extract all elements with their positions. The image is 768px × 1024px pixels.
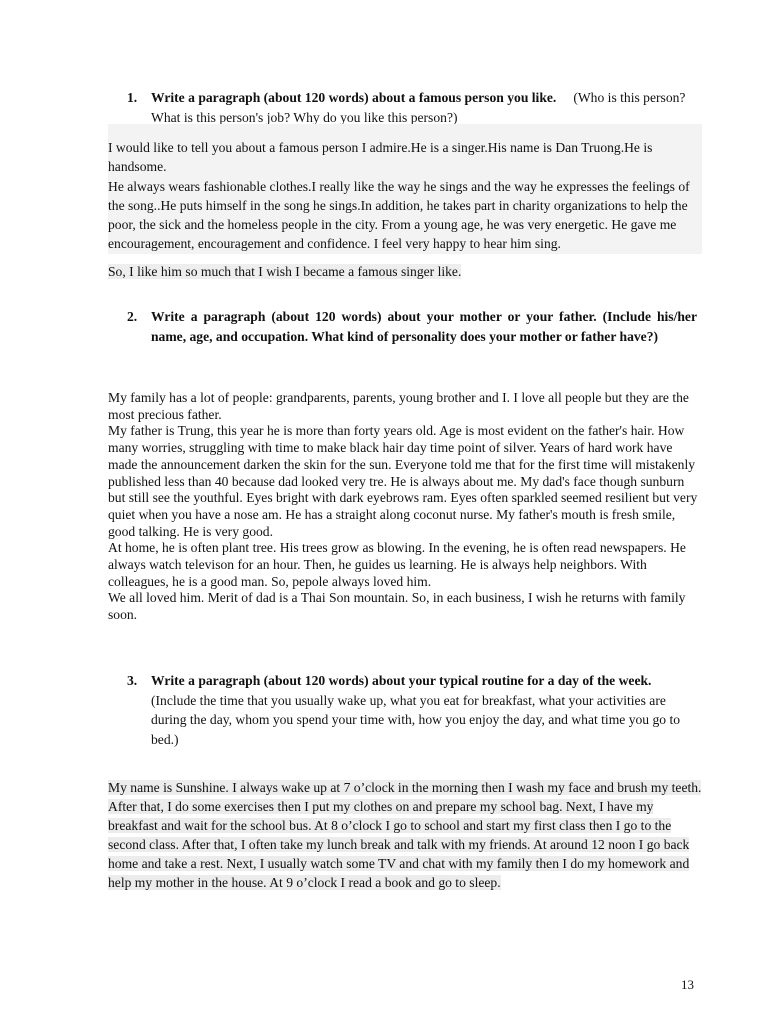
answer-1-line-2: He always wears fashionable clothes.I really like the way he sings and the way he expresses the feelings of the song..He puts himself in the song he sings.In addition, he takes part in charity organizations to help the poor, the sick and the homeless people in the city. From a young age, he was very energetic. He gave me encouragement, encouragement and confidence. I feel very happy to hear him sing. <box>108 178 690 252</box>
question-1-number: 1. <box>127 90 138 105</box>
page-number: 13 <box>681 977 694 992</box>
answer-1-line-1: I would like to tell you about a famous person I admire.He is a singer.His name is Dan Truong.He is handsome. <box>108 140 653 175</box>
answer-3 <box>108 778 702 892</box>
question-1-text <box>151 88 697 127</box>
question-3 <box>127 671 697 749</box>
question-2-number: 2. <box>127 309 138 324</box>
answer-3-paragraph: My name is Sunshine. I always wake up at 7 o’clock in the morning then I wash my face and brush my teeth. After that, I do some exercises then I put my clothes on and prepare my school bag. Next, I have my breakfast and wait for the school bus. At 8 o’clock I go to school and start my first class then I go to the second class. After that, I often take my lunch break and talk with my friends. At around 12 noon I go back home and take a rest. Next, I usually watch some TV and chat with my family then I do my homework and help my mother in the house. At 9 o’clock I read a book and go to sleep. <box>108 780 702 890</box>
answer-2 <box>108 390 702 624</box>
question-1 <box>127 88 697 127</box>
question-3-prompt-rest: (Include the time that you usually wake up, what you eat for breakfast, what your activities are during the day, whom you spend your time with, how you enjoy the day, and what time you go to bed.) <box>151 692 681 747</box>
question-1-prompt-bold: Write a paragraph (about 120 words) about a famous person you like. <box>151 90 557 105</box>
answer-1-highlight-block <box>108 124 702 254</box>
answer-1-closing-line: So, I like him so much that I wish I became a famous singer like. <box>108 263 462 279</box>
question-1-prompt-rest: (Who is this person? What is this person's job? Why do you like this person?) <box>151 90 686 125</box>
question-2-text <box>151 307 697 346</box>
answer-2-paragraph-3: At home, he is often plant tree. His trees grow as blowing. In the evening, he is often read newspapers. He always watch televison for an hour. Then, he guides us learning. He is always help neighbors. With colleagues, he is a good man. So, pepole always loved him. <box>108 540 686 589</box>
question-3-text <box>151 671 697 749</box>
answer-2-paragraph-1: My family has a lot of people: grandparents, parents, young brother and I. I love all people but they are the most precious father. <box>108 390 689 422</box>
answer-2-paragraph-2: My father is Trung, this year he is more than forty years old. Age is most evident on the father's hair. How many worries, struggling with time to make black hair day time point of silver. Years of hard work have made the announcement darken the skin for the sun. Everyone told me that for the first time will mistakenly published less than 40 because dad looked very tre. He is always about me. My dad's face though sunburn but still see the youthful. Eyes bright with dark eyebrows ram. Eyes often sparkled seemed resilient but very quiet when you have a nose am. He has a straight along coconut nurse. My father's mouth is fresh smile, good talking. He is very good. <box>108 423 698 539</box>
question-3-number: 3. <box>127 673 138 688</box>
answer-2-paragraph-4: We all loved him. Merit of dad is a Thai Son mountain. So, in each business, I wish he returns with family soon. <box>108 590 686 623</box>
question-2-prompt-bold: Write a paragraph (about 120 words) about your mother or your father. (Include his/her name, age, and occupation. What kind of personality does your mother or father have?) <box>151 309 697 344</box>
question-2 <box>127 307 697 346</box>
answer-1 <box>108 124 702 281</box>
question-3-prompt-bold: Write a paragraph (about 120 words) about your typical routine for a day of the week. <box>151 673 652 688</box>
